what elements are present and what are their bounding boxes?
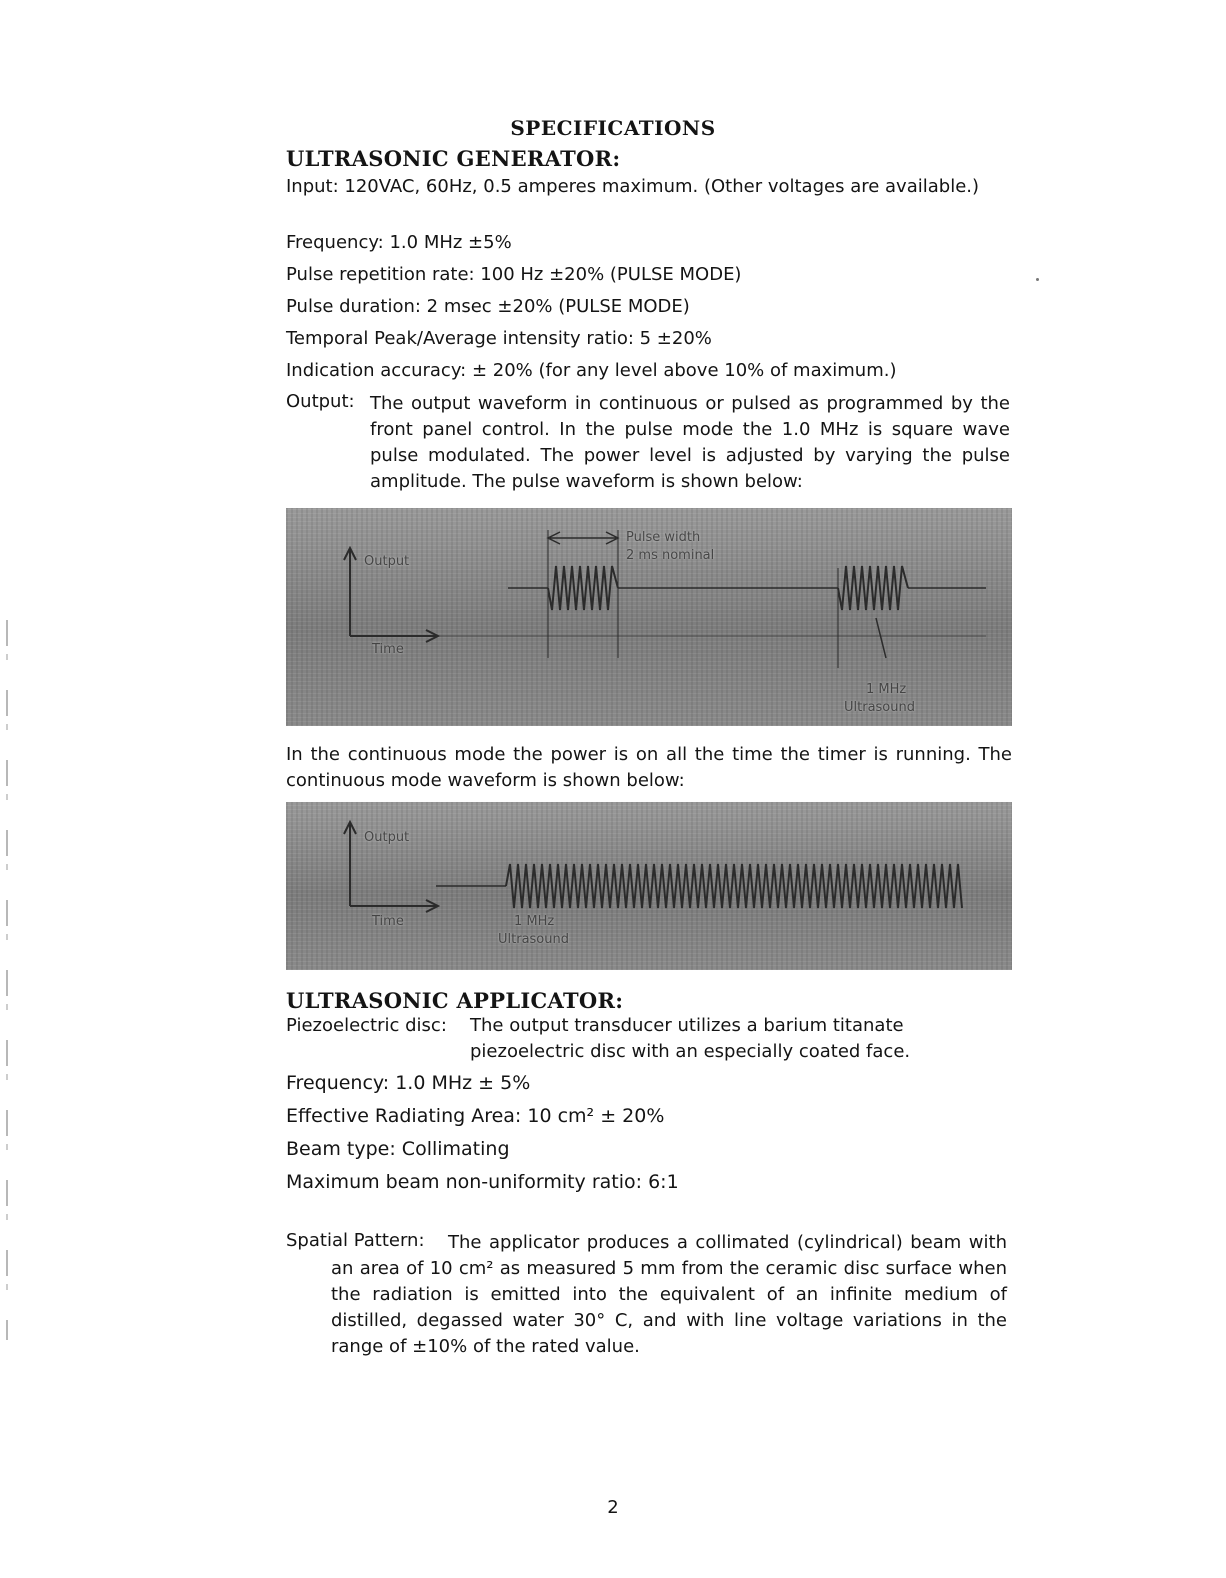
cont-ultrasound-label-2: Ultrasound — [498, 932, 569, 947]
ultrasound-pointer — [876, 618, 886, 658]
pulse-ultrasound-label-1: 1 MHz — [866, 682, 907, 697]
spec-intensity-ratio: Temporal Peak/Average intensity ratio: 5 ±20% — [286, 328, 712, 349]
cont-time-label: Time — [372, 914, 404, 929]
pulse-burst-2 — [838, 566, 908, 610]
applicator-radiating-area: Effective Radiating Area: 10 cm² ± 20% — [286, 1105, 665, 1127]
pulse-nominal-label: 2 ms nominal — [626, 548, 715, 563]
spec-pulse-repetition-rate: Pulse repetition rate: 100 Hz ±20% (PULSE MODE) — [286, 264, 742, 285]
cont-output-label: Output — [364, 830, 410, 845]
page-title: SPECIFICATIONS — [510, 116, 716, 140]
applicator-non-uniformity: Maximum beam non-uniformity ratio: 6:1 — [286, 1171, 679, 1193]
spec-indication-accuracy: Indication accuracy: ± 20% (for any level above 10% of maximum.) — [286, 360, 897, 381]
scan-speck — [1036, 278, 1039, 281]
pulse-output-label: Output — [364, 554, 410, 569]
applicator-heading: ULTRASONIC APPLICATOR: — [286, 988, 624, 1013]
output-description: The output waveform in continuous or pulsed as programmed by the front panel control. In the pulse mode the 1.0 MHz is square wave pulse modulated. The power level is adjusted by varying the pulse amplitude. The pulse waveform is shown below: — [370, 393, 1010, 492]
continuous-waveform-figure — [286, 802, 1012, 970]
generator-heading: ULTRASONIC GENERATOR: — [286, 146, 621, 171]
continuous-mode-description: In the continuous mode the power is on all the time the timer is running. The continuous mode waveform is shown below: — [286, 744, 1012, 791]
piezo-text-line-1: The output transducer utilizes a barium titanate — [470, 1015, 904, 1036]
spatial-pattern-label: Spatial Pattern: — [286, 1230, 425, 1251]
scan-edge-artifact — [6, 620, 8, 1340]
pulse-width-arrow — [548, 532, 618, 544]
spec-pulse-duration: Pulse duration: 2 msec ±20% (PULSE MODE) — [286, 296, 690, 317]
piezo-label: Piezoelectric disc: — [286, 1015, 447, 1036]
output-label: Output: — [286, 391, 355, 412]
pulse-time-label: Time — [372, 642, 404, 657]
pulse-ultrasound-label-2: Ultrasound — [844, 700, 915, 715]
spec-frequency: Frequency: 1.0 MHz ±5% — [286, 232, 512, 253]
pulse-waveform-figure — [286, 508, 1012, 726]
continuous-burst — [506, 864, 962, 908]
cont-ultrasound-label-1: 1 MHz — [514, 914, 555, 929]
applicator-beam-type: Beam type: Collimating — [286, 1138, 510, 1160]
spatial-pattern-description: The applicator produces a collimated (cylindrical) beam with an area of 10 cm² as measured 5 mm from the ceramic disc surface when the radiation is emitted into the equivalent of an infinite medium of distilled, degassed water 30° C, and with line voltage variations in the range of ±10% of the rated value. — [331, 1232, 1007, 1357]
applicator-frequency: Frequency: 1.0 MHz ± 5% — [286, 1072, 531, 1094]
page-number: 2 — [607, 1497, 619, 1518]
generator-input-line: Input: 120VAC, 60Hz, 0.5 amperes maximum. (Other voltages are available.) — [286, 176, 980, 197]
pulse-width-label: Pulse width — [626, 530, 701, 545]
pulse-burst-1 — [548, 566, 618, 610]
piezo-text-line-2: piezoelectric disc with an especially coated face. — [470, 1041, 911, 1062]
continuous-waveform-plot — [286, 802, 1012, 970]
